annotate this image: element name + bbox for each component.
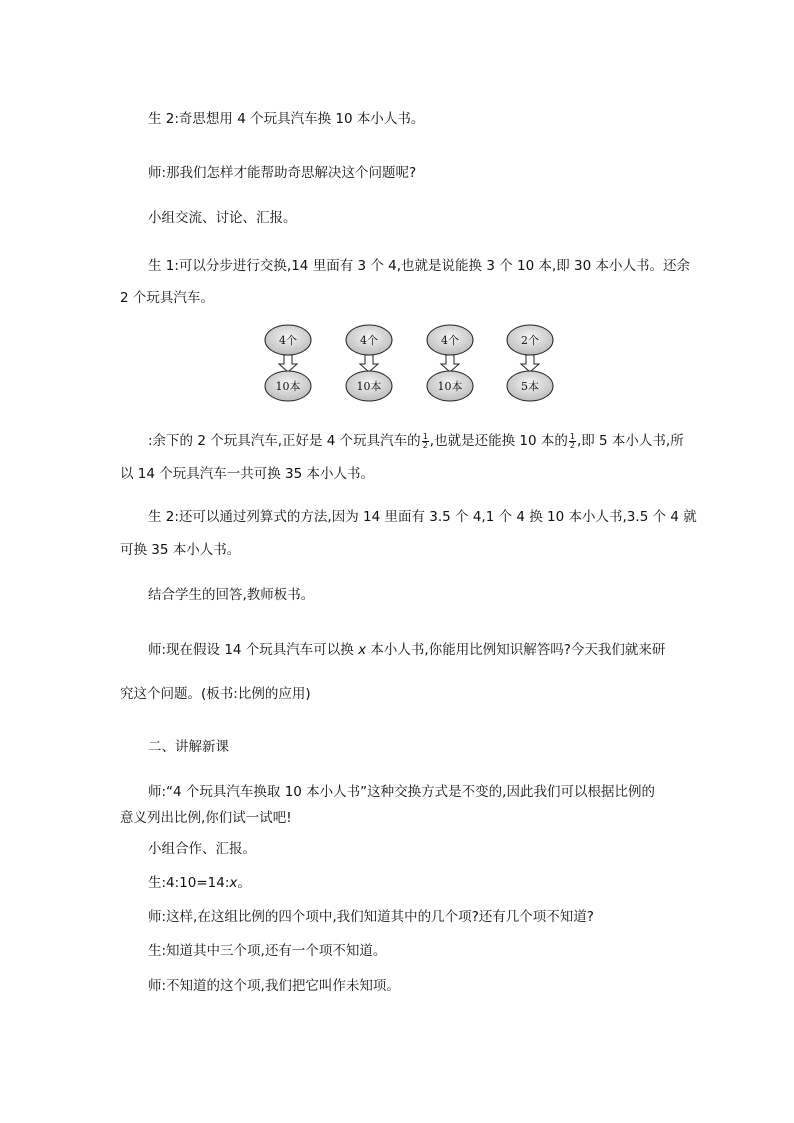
paragraph-12: 师:这样,在这组比例的四个项中,我们知道其中的几个项?还有几个项不知道? [148, 909, 594, 925]
paragraph-6-line-1: 生 2:还可以通过列算式的方法,因为 14 里面有 3.5 个 4,1 个 4 换 10 本小人书,3.5 个 4 就 [148, 509, 697, 525]
diagram-pair-1 [265, 325, 311, 401]
fraction-half: $\frac{1}{2}$ [569, 431, 575, 450]
down-arrow-icon [441, 355, 459, 372]
down-arrow-icon [279, 355, 297, 372]
section-heading-2: 二、讲解新课 [148, 739, 229, 755]
paragraph-14: 师:不知道的这个项,我们把它叫作未知项。 [148, 978, 400, 994]
exchange-diagram [262, 320, 539, 406]
node-top-3: 4个 [441, 334, 459, 347]
paragraph-8-line-2: 究这个问题。(板书:比例的应用) [120, 686, 311, 702]
variable-x: x [229, 875, 238, 891]
diagram-pair-2 [346, 325, 392, 401]
paragraph-10: 小组合作、汇报。 [148, 841, 256, 857]
fraction-half: $\frac{1}{2}$ [422, 431, 428, 450]
node-bottom-2: 10本 [356, 380, 382, 393]
node-top-1: 4个 [279, 334, 297, 347]
node-bottom-4: 5本 [521, 380, 539, 393]
paragraph-8-line-1: 师:现在假设 14 个玩具汽车可以换 x 本小人书,你能用比例知识解答吗?今天我们就来研 [148, 642, 666, 658]
node-top-2: 4个 [360, 334, 378, 347]
paragraph-6-line-2: 可换 35 本小人书。 [120, 542, 241, 558]
node-bottom-1: 10本 [275, 380, 301, 393]
diagram-pair-4 [507, 325, 553, 401]
paragraph-5-part-a: :余下的 2 个玩具汽车,正好是 4 个玩具汽车的 [148, 433, 421, 449]
down-arrow-icon [521, 355, 539, 372]
down-arrow-icon [360, 355, 378, 372]
paragraph-1: 生 2:奇思想用 4 个玩具汽车换 10 本小人书。 [148, 111, 425, 127]
node-top-4: 2个 [521, 334, 539, 347]
paragraph-9-line-2: 意义列出比例,你们试一试吧! [120, 810, 292, 826]
paragraph-5-part-b: ,也就是还能换 10 本的 [429, 433, 568, 449]
variable-x: x [358, 642, 367, 658]
paragraph-7: 结合学生的回答,教师板书。 [148, 587, 315, 603]
diagram-pair-3 [427, 325, 473, 401]
paragraph-4-line-2: 2 个玩具汽车。 [120, 290, 214, 306]
paragraph-5-line-1 [148, 432, 708, 450]
node-bottom-3: 10本 [437, 380, 463, 393]
paragraph-11: 生:4:10=14:x。 [148, 875, 251, 891]
paragraph-5-part-c: ,即 5 本小人书,所 [576, 433, 684, 449]
paragraph-4-line-1: 生 1:可以分步进行交换,14 里面有 3 个 4,也就是说能换 3 个 10 本,即 30 本小人书。还余 [148, 258, 691, 274]
paragraph-9-line-1: 师:“4 个玩具汽车换取 10 本小人书”这种交换方式是不变的,因此我们可以根据比例的 [148, 784, 655, 800]
paragraph-5-line-2: 以 14 个玩具汽车一共可换 35 本小人书。 [120, 466, 375, 482]
paragraph-13: 生:知道其中三个项,还有一个项不知道。 [148, 943, 387, 959]
paragraph-2: 师:那我们怎样才能帮助奇思解决这个问题呢? [148, 165, 417, 181]
paragraph-3: 小组交流、讨论、汇报。 [148, 210, 297, 226]
